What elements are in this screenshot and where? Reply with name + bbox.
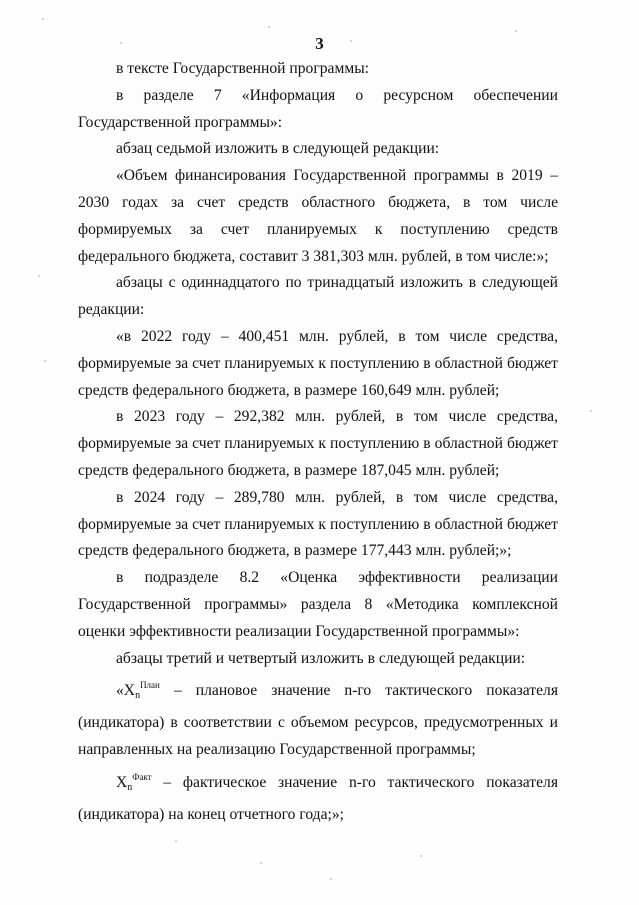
- scan-speck: [590, 410, 592, 412]
- scan-speck: [260, 862, 262, 864]
- formula-plan-open-quote: «: [116, 682, 124, 700]
- paragraph-year-2024: в 2024 году – 289,780 млн. рублей, в том числе средства, формируемые за счет планируемых к поступлению в областной бюджет средств федерального бюджета, в размере 177,443 млн. рублей;»;: [78, 488, 558, 560]
- formula-plan-text: – плановое значение n-го тактического показателя (индикатора) в соответствии с объемом ресурсов, предусмотренных и направленных на реализацию Государственной программы;: [78, 682, 558, 758]
- scan-speck: [44, 360, 46, 362]
- page-number: 3: [315, 34, 324, 53]
- paragraph-year-2023: в 2023 году – 292,382 млн. рублей, в том числе средства, формируемые за счет планируемых к поступлению в областной бюджет средств федерального бюджета, в размере 187,045 млн. рублей;: [78, 408, 558, 479]
- scan-speck: [330, 878, 332, 880]
- formula-fact-superscript: Факт: [132, 771, 152, 782]
- paragraph-formula-plan: [78, 672, 558, 763]
- formula-fact-subscript: n: [127, 781, 133, 793]
- scan-speck: [268, 26, 270, 28]
- formula-plan-subscript: n: [135, 690, 141, 702]
- paragraph-abzacs-3-4: абзацы третий и четвертый изложить в следующей редакции:: [116, 649, 526, 667]
- paragraph-subsection-8-2: в подразделе 8.2 «Оценка эффективности реализации Государственной программы» раздела 8 «Методика комплексной оценки эффективности реализации Государственной программы»:: [78, 569, 558, 640]
- formula-fact-symbol: X: [116, 773, 128, 791]
- scan-speck: [38, 275, 40, 277]
- paragraph-text-program-intro: в тексте Государственной программы:: [116, 60, 370, 77]
- paragraph-financing-volume: «Объем финансирования Государственной программы в 2019 – 2030 годах за счет средств областного бюджета, в том числе формируемых за счет планируемых к поступлению средств федерального бюджета, составит 3 381,303 млн. рублей, в том числе:»;: [78, 167, 558, 265]
- scan-speck: [420, 855, 422, 857]
- formula-fact-text: – фактическое значение n-го тактического показателя (индикатора) на конец отчетного года;»;: [78, 773, 558, 823]
- scan-speck: [42, 18, 44, 20]
- paragraph-abzac-7: абзац седьмой изложить в следующей редакции:: [116, 140, 440, 158]
- formula-plan-symbol: X: [123, 682, 136, 700]
- scan-speck: [515, 30, 517, 32]
- scan-speck: [175, 840, 177, 842]
- formula-plan-superscript: План: [140, 680, 160, 691]
- paragraph-abzacs-11-13: абзацы с одиннадцатого по тринадцатый изложить в следующей редакции:: [78, 274, 558, 319]
- scan-speck: [350, 40, 352, 42]
- scan-speck: [120, 42, 122, 44]
- paragraph-formula-fact: [78, 764, 558, 829]
- paragraph-section-7: в разделе 7 «Информация о ресурсном обеспечении Государственной программы»:: [78, 86, 558, 131]
- document-body: [78, 56, 558, 828]
- paragraph-year-2022: «в 2022 году – 400,451 млн. рублей, в том числе средства, формируемые за счет планируемых к поступлению в областной бюджет средств федерального бюджета, в размере 160,649 млн. рублей;: [78, 327, 558, 399]
